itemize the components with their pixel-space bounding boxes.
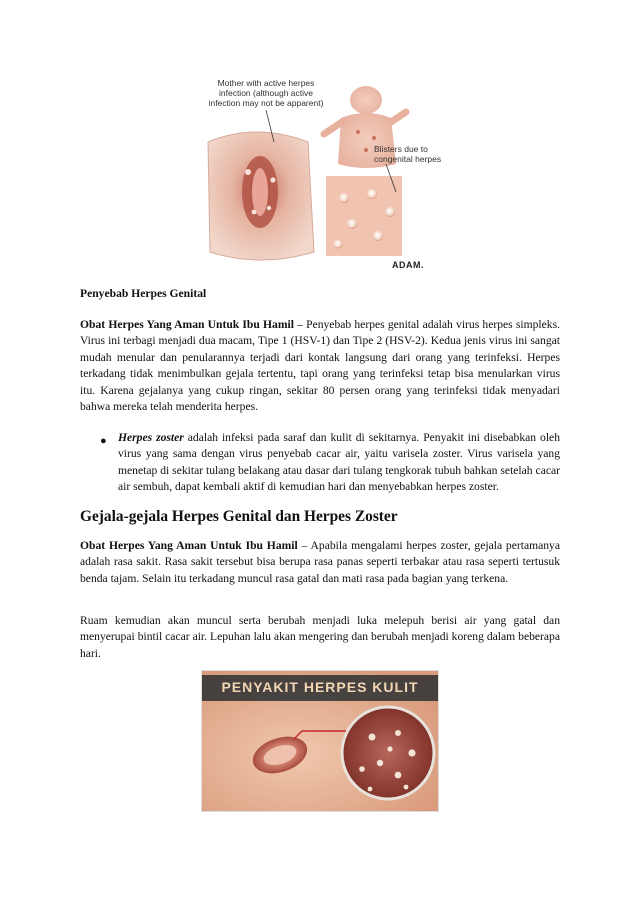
paragraph-gejala-2: Ruam kemudian akan muncul serta berubah menjadi luka melepuh berisi air yang gatal dan menyerupai bintil cacar air. Lepuhan lalu akan mengering dan berubah menjadi koreng dalam beberapa hari.: [80, 614, 560, 660]
banner-title: PENYAKIT HERPES KULIT: [221, 679, 419, 695]
keyword-lead: Obat Herpes Yang Aman Untuk Ibu Hamil: [80, 539, 298, 552]
bullet-text: adalah infeksi pada saraf dan kulit di sekitarnya. Penyakit ini disebabkan oleh virus yang sama dengan virus penyebab cacar air, yaitu varisela zoster. Virus varisela yang menetap di sekitar tulang belakang atau dasar dari tulang tengkorak tubuh bahkan setelah cacar air sembuh, dapat kembali aktif di kemudian hari dan menyebabkan herpes zoster.: [118, 431, 561, 494]
caption-blisters: Blisters due to congenital herpes: [374, 144, 442, 164]
bullet-herpes-zoster: [118, 430, 560, 496]
paragraph-text: – Apabila mengalami herpes zoster, gejala pertamanya adalah rasa sakit. Rasa sakit tersebut bisa berupa rasa panas seperti terbakar atau rasa seperti tertusuk benda tajam. Selain itu terkadang muncul rasa gatal dan mati rasa pada bagian yang terkena.: [80, 539, 561, 585]
paragraph-penyebab: [80, 317, 560, 415]
bullet-icon: ●: [100, 435, 107, 447]
herpes-kulit-figure: [201, 670, 439, 812]
adam-credit-logo: ADAM.: [392, 260, 424, 270]
bullet-lead: Herpes zoster: [118, 431, 184, 444]
paragraph-gejala-1: [80, 538, 560, 587]
heading-penyebab: Penyebab Herpes Genital: [80, 287, 207, 300]
keyword-lead: Obat Herpes Yang Aman Untuk Ibu Hamil: [80, 318, 294, 331]
herpes-illustration-figure: [196, 72, 446, 272]
heading-gejala: Gejala-gejala Herpes Genital dan Herpes Zoster: [80, 508, 398, 525]
caption-mother: Mother with active herpes infection (although active infection may not be apparent): [208, 78, 324, 108]
paragraph-text: – Penyebab herpes genital adalah virus herpes simpleks. Virus ini terbagi menjadi dua macam, Tipe 1 (HSV-1) dan Tipe 2 (HSV-2). Kedua jenis virus ini sangat mudah menular dan penularannya terjadi dari kontak langsung dari orang yang terinfeksi. Herpes terkadang tidak menimbulkan gejala tertentu, tapi orang yang terinfeksi tetap bisa menularkan virus itu. Karena gejalanya yang cukup ringan, sekitar 80 persen orang yang terinfeksi tidak menyadari bahwa mereka telah menderita herpes.: [80, 318, 560, 414]
